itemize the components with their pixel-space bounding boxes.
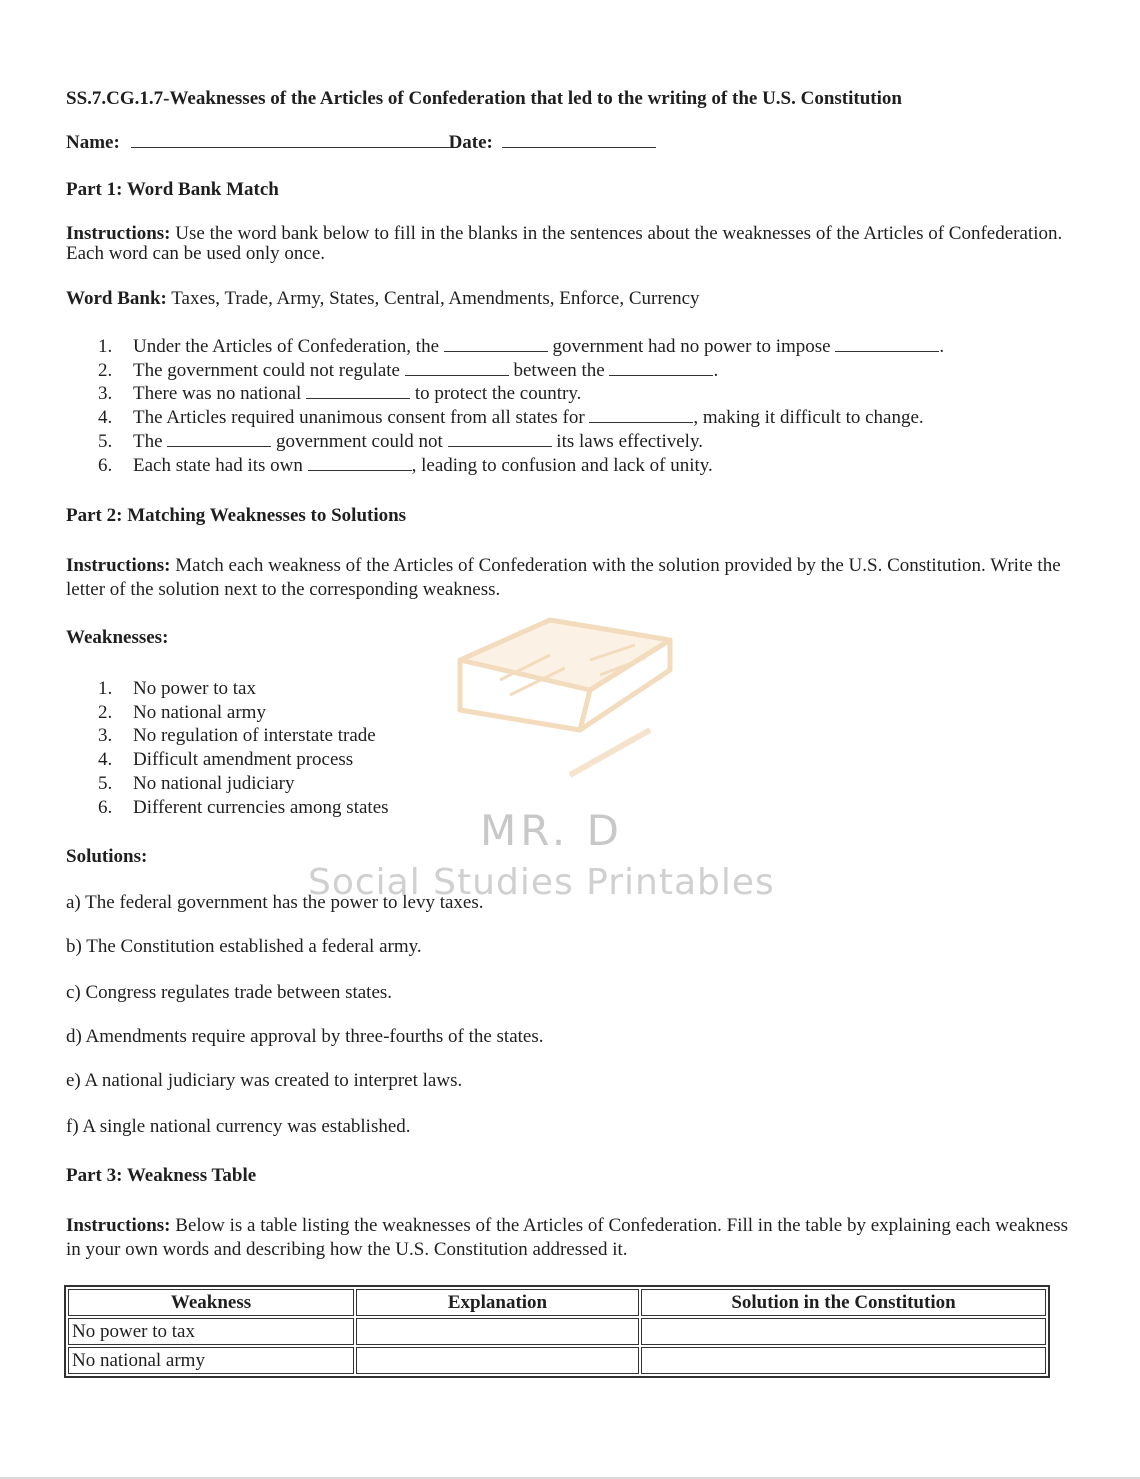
fill-blank[interactable] [444,337,548,352]
sentence-text: government could not [271,430,448,452]
column-header-explanation: Explanation [356,1289,639,1316]
weakness-text: No national army [133,701,266,723]
weakness-number: 2. [98,701,113,723]
solution-cell[interactable] [641,1318,1046,1345]
solution-d: d) Amendments require approval by three-fourths of the states. [66,1026,544,1047]
sentence-number: 1. [98,336,113,357]
sentence-3 [98,382,944,406]
worksheet-title: SS.7.CG.1.7-Weaknesses of the Articles of Confederation that led to the writing of the U.S. Constitution [66,88,902,109]
column-header-weakness: Weakness [68,1289,354,1316]
word-bank [66,288,700,310]
fill-in-sentences [98,335,944,477]
name-blank[interactable] [131,133,449,148]
part1-instructions-label: Instructions: [66,223,171,244]
part1-heading: Part 1: Word Bank Match [66,179,279,200]
date-label: Date: [448,132,493,153]
sentence-text: Each state had its own [133,454,308,476]
word-bank-text: Taxes, Trade, Army, States, Central, Amendments, Enforce, Currency [171,288,700,309]
sentence-6 [98,454,944,478]
fill-blank[interactable] [306,384,410,399]
sentence-text: , making it difficult to change. [693,407,924,429]
weakness-number: 6. [98,796,113,818]
solution-e: e) A national judiciary was created to interpret laws. [66,1070,463,1091]
weakness-item [98,748,389,772]
sentence-text: , leading to confusion and lack of unity. [411,454,713,476]
part1-instructions [66,224,1076,264]
weakness-item [98,772,389,796]
part3-instructions-label: Instructions: [66,1215,171,1236]
weaknesses-list [98,677,389,819]
weakness-number: 1. [98,678,113,699]
sentence-number: 6. [98,454,113,476]
solution-c: c) Congress regulates trade between states. [66,982,393,1003]
solution-b: b) The Constitution established a federal army. [66,936,422,957]
part2-instructions-label: Instructions: [66,555,171,576]
weakness-number: 3. [98,725,113,747]
part3-instructions-text: Below is a table listing the weaknesses of the Articles of Confederation. Fill in the table by explaining each weakness in your own words and describing how the U.S. Constitution addressed it. [66,1215,1069,1260]
solution-a: a) The federal government has the power to levy taxes. [66,892,484,913]
sentence-text: The government could not regulate [133,359,405,381]
part2-instructions-text: Match each weakness of the Articles of Confederation with the solution provided by the U.S. Constitution. Write the letter of the solution next to the corresponding weakness. [66,555,1061,600]
part2-heading: Part 2: Matching Weaknesses to Solutions [66,505,407,526]
sentence-text: its laws effectively. [551,430,703,452]
name-label: Name: [66,132,120,153]
explanation-cell[interactable] [356,1318,639,1345]
sentence-text: Under the Articles of Confederation, the [133,336,444,357]
sentence-text: The Articles required unanimous consent from all states for [133,407,590,429]
weakness-text: No regulation of interstate trade [133,725,376,747]
fill-blank[interactable] [405,361,509,376]
solution-cell[interactable] [641,1347,1046,1374]
sentence-number: 3. [98,383,113,405]
watermark-brand: MR. D [480,806,623,855]
part1-instructions-text: Use the word bank below to fill in the blanks in the sentences about the weaknesses of the Articles of Confederation. Each word can be used only once. [66,223,1063,264]
explanation-cell[interactable] [356,1347,639,1374]
fill-blank[interactable] [308,456,412,471]
sentence-text: . [939,336,945,357]
fill-blank[interactable] [167,432,271,447]
column-header-solution: Solution in the Constitution [641,1289,1046,1316]
sentence-text: between the [508,359,610,381]
weakness-cell: No power to tax [68,1318,354,1345]
book-watermark-icon [440,600,700,780]
part3-heading: Part 3: Weakness Table [66,1165,257,1186]
weakness-number: 5. [98,772,113,794]
date-blank[interactable] [502,133,656,148]
table-row [68,1318,1046,1345]
fill-blank[interactable] [448,432,552,447]
weakness-text: No national judiciary [133,772,295,794]
word-bank-label: Word Bank: [66,288,167,309]
table-header-row [68,1289,1046,1316]
weakness-item [98,796,389,820]
sentence-4 [98,406,944,430]
name-date-row [66,132,656,154]
sentence-5 [98,430,944,454]
part2-instructions [66,554,1076,602]
sentence-text: There was no national [133,383,307,405]
sentence-number: 2. [98,359,113,381]
weakness-text: Different currencies among states [133,796,389,818]
weakness-item [98,677,389,701]
table-row [68,1347,1046,1374]
weakness-item [98,724,389,748]
weakness-number: 4. [98,749,113,771]
fill-blank[interactable] [835,337,939,352]
sentence-text: to protect the country. [410,383,582,405]
sentence-1 [98,335,944,359]
solutions-label: Solutions: [66,846,148,867]
part3-instructions [66,1214,1076,1262]
fill-blank[interactable] [589,408,693,423]
solution-f: f) A single national currency was established. [66,1116,411,1137]
fill-blank[interactable] [609,361,713,376]
weakness-text: No power to tax [133,678,256,699]
weakness-item [98,701,389,725]
sentence-text: . [713,359,719,381]
weakness-text: Difficult amendment process [133,749,354,771]
watermark-subtitle: Social Studies Printables [308,862,775,903]
sentence-number: 5. [98,430,113,452]
sentence-text: The [133,430,168,452]
weakness-cell: No national army [68,1347,354,1374]
sentence-number: 4. [98,407,113,429]
weakness-table [64,1285,1050,1378]
weaknesses-label: Weaknesses: [66,627,169,648]
sentence-2 [98,359,944,383]
sentence-text: government had no power to impose [547,336,836,357]
